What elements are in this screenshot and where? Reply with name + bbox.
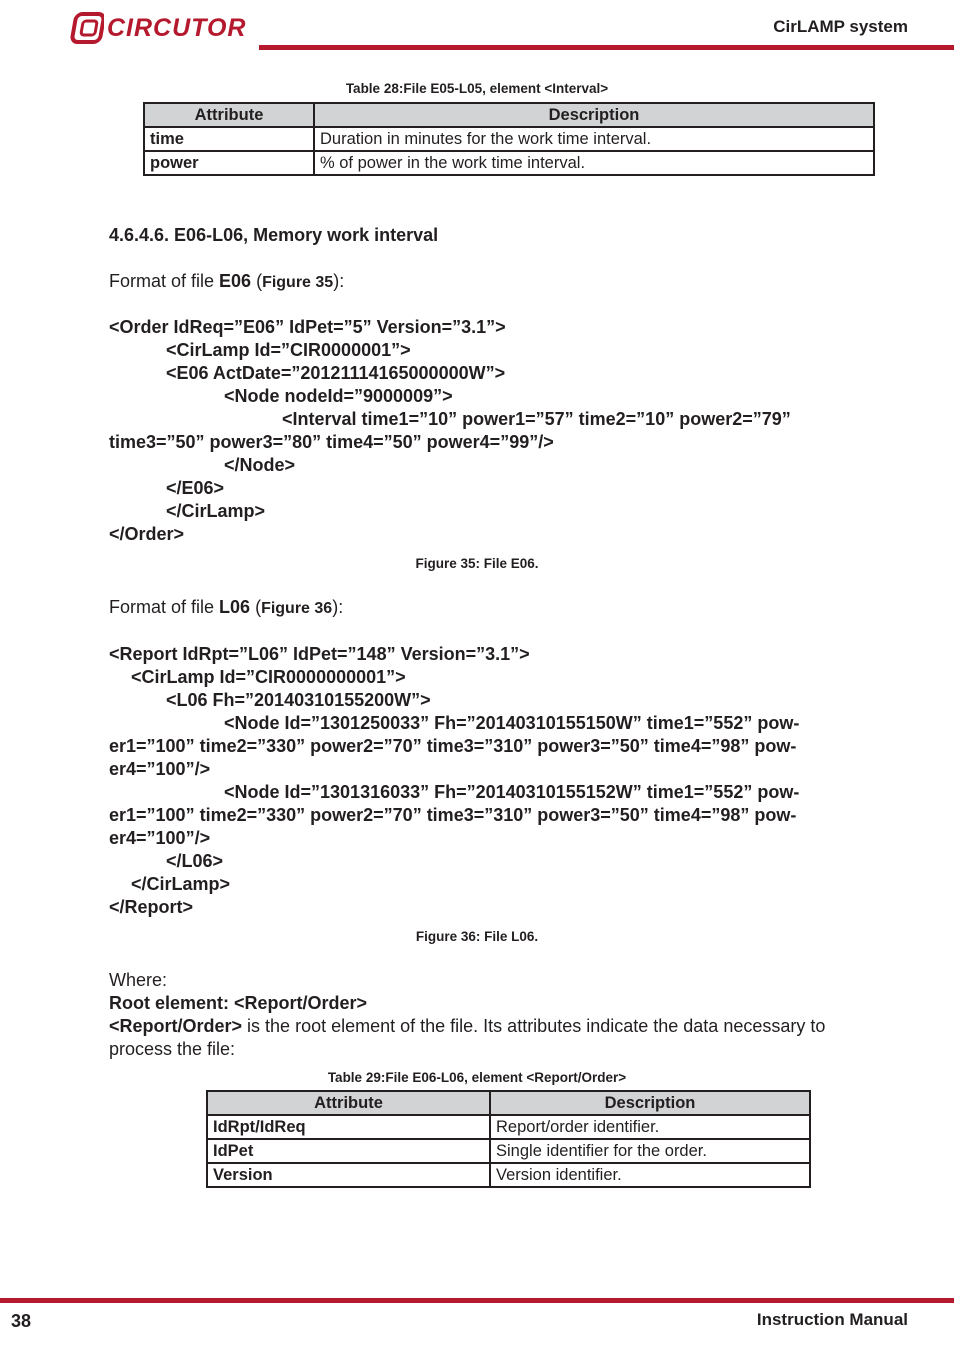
code-line: </CirLamp>: [131, 874, 231, 894]
code-line: </E06>: [166, 478, 225, 498]
attribute-cell: IdPet: [207, 1139, 490, 1163]
code-line: <Node Id=”1301250033” Fh=”20140310155150W” time1=”552” pow-: [224, 713, 800, 733]
brand-name: CIRCUTOR: [107, 13, 247, 42]
attribute-cell: IdRpt/IdReq: [207, 1115, 490, 1139]
description-cell: Duration in minutes for the work time interval.: [314, 127, 874, 151]
table-28-caption: Table 28:File E05-L05, element <Interval>: [345, 81, 609, 96]
code-line: <Report IdRpt=”L06” IdPet=”148” Version=”3.1”>: [109, 644, 530, 664]
table-29-caption: Table 29:File E06-L06, element <Report/Order>: [327, 1070, 627, 1085]
code-line: er1=”100” time2=”330” power2=”70” time3=”310” power3=”50” time4=”98” pow-: [109, 805, 797, 825]
table-header-row: [207, 1091, 810, 1115]
code-line: </Order>: [109, 524, 185, 544]
table-29: [206, 1090, 811, 1188]
description-cell: Report/order identifier.: [490, 1115, 810, 1139]
intro-text: (: [250, 597, 262, 617]
figure-35-caption: Figure 35: File E06.: [415, 556, 539, 571]
intro-text: Format of file: [109, 597, 220, 617]
code-line: er4=”100”/>: [109, 759, 211, 779]
footer-title: Instruction Manual: [756, 1310, 908, 1329]
code-line: <L06 Fh=”20140310155200W”>: [166, 690, 431, 710]
e06-intro: [109, 270, 344, 294]
code-line: <Node nodeId=”9000009”>: [224, 386, 453, 406]
description-cell: % of power in the work time interval.: [314, 151, 874, 175]
attribute-cell: power: [144, 151, 314, 175]
code-line: <Node Id=”1301316033” Fh=”20140310155152W” time1=”552” pow-: [224, 782, 800, 802]
code-line: er4=”100”/>: [109, 828, 211, 848]
intro-text: (: [251, 271, 263, 291]
figure-reference: Figure 35: [262, 274, 334, 291]
column-header: Description: [314, 103, 874, 127]
description-text: is the root element of the file. Its attributes indicate the data necessary to: [242, 1016, 826, 1036]
column-header: Attribute: [207, 1091, 490, 1115]
code-line: <Interval time1=”10” power1=”57” time2=”10” power2=”79”: [282, 409, 791, 429]
circutor-logo: [70, 10, 246, 46]
code-line: <CirLamp Id=”CIR0000000001”>: [131, 667, 406, 687]
l06-intro: [109, 596, 343, 620]
code-line: </Node>: [224, 455, 296, 475]
where-label: Where:: [109, 970, 168, 990]
code-line: er1=”100” time2=”330” power2=”70” time3=”310” power3=”50” time4=”98” pow-: [109, 736, 797, 756]
footer-rule: [0, 1298, 954, 1303]
code-line: <CirLamp Id=”CIR0000001”>: [166, 340, 411, 360]
code-line: </L06>: [166, 851, 224, 871]
table-row: [207, 1163, 810, 1187]
root-element-tag: <Report/Order>: [109, 1016, 243, 1036]
section-heading: 4.6.4.6. E06-L06, Memory work interval: [109, 225, 439, 245]
code-line: <E06 ActDate=”20121114165000000W”>: [166, 363, 506, 383]
figure-reference: Figure 36: [261, 600, 333, 617]
column-header: Attribute: [144, 103, 314, 127]
figure-36-caption: Figure 36: File L06.: [415, 929, 539, 944]
table-row: [207, 1139, 810, 1163]
column-header: Description: [490, 1091, 810, 1115]
file-name: L06: [219, 597, 251, 617]
table-row: [207, 1115, 810, 1139]
code-line: </CirLamp>: [166, 501, 266, 521]
code-line: <Order IdReq=”E06” IdPet=”5” Version=”3.1”>: [109, 317, 506, 337]
file-name: E06: [219, 271, 252, 291]
page-number: 38: [11, 1311, 32, 1331]
intro-text: Format of file: [109, 271, 220, 291]
root-element-description-cont: process the file:: [109, 1039, 236, 1059]
description-cell: Version identifier.: [490, 1163, 810, 1187]
attribute-cell: Version: [207, 1163, 490, 1187]
table-row: [144, 127, 874, 151]
description-cell: Single identifier for the order.: [490, 1139, 810, 1163]
root-element-heading: Root element: <Report/Order>: [109, 993, 368, 1013]
root-element-description: [109, 1015, 825, 1038]
circutor-logo-icon: [70, 11, 104, 45]
code-line: </Report>: [109, 897, 194, 917]
table-row: [144, 151, 874, 175]
intro-text: ):: [333, 271, 345, 291]
table-header-row: [144, 103, 874, 127]
code-line: time3=”50” power3=”80” time4=”50” power4=”99”/>: [109, 432, 554, 452]
attribute-cell: time: [144, 127, 314, 151]
header-rule: [259, 45, 954, 50]
intro-text: ):: [332, 597, 344, 617]
table-28: [143, 102, 875, 176]
document-title: CirLAMP system: [773, 17, 908, 36]
